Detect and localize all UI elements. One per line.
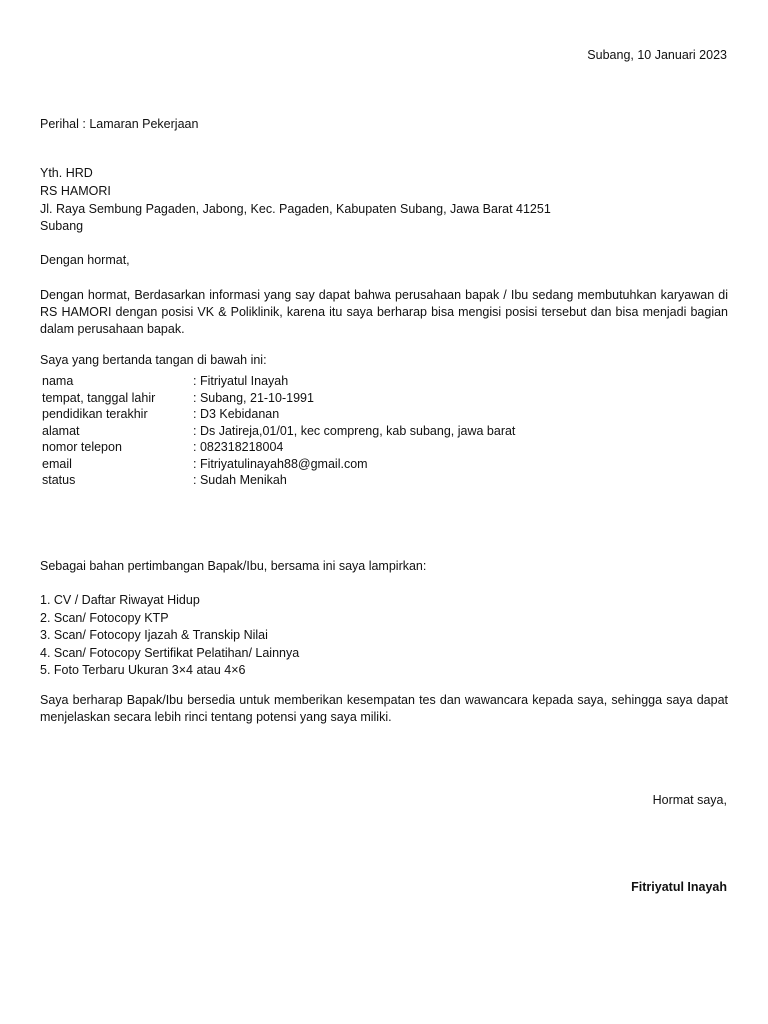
info-value: : 082318218004 (193, 440, 284, 454)
info-label: status (42, 473, 76, 487)
info-label: tempat, tanggal lahir (42, 390, 156, 405)
recipient-line: RS HAMORI (40, 184, 111, 198)
attachments-list (40, 592, 299, 680)
info-value: : D3 Kebidanan (193, 407, 280, 421)
list-item: 3. Scan/ Fotocopy Ijazah & Transkip Nilai (40, 628, 268, 642)
signer-name: Fitriyatul Inayah (631, 880, 727, 894)
table-row (42, 472, 515, 489)
paragraph-line: Dengan hormat, Berdasarkan informasi yang say dapat bahwa perusahaan bapak / Ibu sedang membutuhkan karyawan di (40, 288, 728, 302)
paragraph-line: RS HAMORI dengan posisi VK & Poliklinik, karena itu saya berharap bisa mengisi posisi tersebut dan bisa menjadi bagian (40, 305, 728, 319)
personal-info-table (42, 373, 515, 489)
list-item: 4. Scan/ Fotocopy Sertifikat Pelatihan/ Lainnya (40, 645, 300, 660)
info-value: : Subang, 21-10-1991 (193, 390, 314, 405)
info-label: alamat (42, 423, 80, 438)
info-value: : Fitriyatulinayah88@gmail.com (193, 456, 368, 471)
info-label: pendidikan terakhir (42, 407, 148, 421)
greeting: Dengan hormat, (40, 253, 130, 267)
sign-off: Hormat saya, (652, 793, 727, 807)
table-row (42, 439, 515, 456)
table-row (42, 406, 515, 423)
table-row (42, 373, 515, 390)
info-label: email (42, 456, 72, 471)
paragraph-line: menjelaskan secara lebih rinci tentang potensi yang saya miliki. (40, 710, 392, 724)
list-item: 1. CV / Daftar Riwayat Hidup (40, 593, 200, 607)
signer-intro: Saya yang bertanda tangan di bawah ini: (40, 353, 267, 367)
table-row (42, 423, 515, 440)
recipient-line: Yth. HRD (40, 166, 93, 180)
place-date: Subang, 10 Januari 2023 (587, 48, 727, 62)
info-value: : Fitriyatul Inayah (193, 374, 289, 388)
recipient-city: Subang (40, 219, 84, 233)
paragraph-line: dalam perusahaan bapak. (40, 322, 185, 336)
info-label: nama (42, 374, 74, 388)
recipient-address: Jl. Raya Sembung Pagaden, Jabong, Kec. Pagaden, Kabupaten Subang, Jawa Barat 41251 (40, 202, 551, 216)
closing-paragraph (40, 692, 728, 726)
table-row (42, 390, 515, 407)
list-item: 2. Scan/ Fotocopy KTP (40, 610, 169, 625)
table-row (42, 456, 515, 473)
info-label: nomor telepon (42, 440, 122, 454)
paragraph-line: Saya berharap Bapak/Ibu bersedia untuk memberikan kesempatan tes dan wawancara kepada saya, sehingga saya dapat (40, 693, 728, 707)
subject-line: Perihal : Lamaran Pekerjaan (40, 117, 199, 131)
attachments-intro: Sebagai bahan pertimbangan Bapak/Ibu, bersama ini saya lampirkan: (40, 559, 427, 573)
info-value: : Sudah Menikah (193, 473, 287, 487)
list-item: 5. Foto Terbaru Ukuran 3×4 atau 4×6 (40, 663, 246, 677)
info-value: : Ds Jatireja,01/01, kec compreng, kab subang, jawa barat (193, 423, 516, 438)
intro-paragraph (40, 287, 728, 338)
